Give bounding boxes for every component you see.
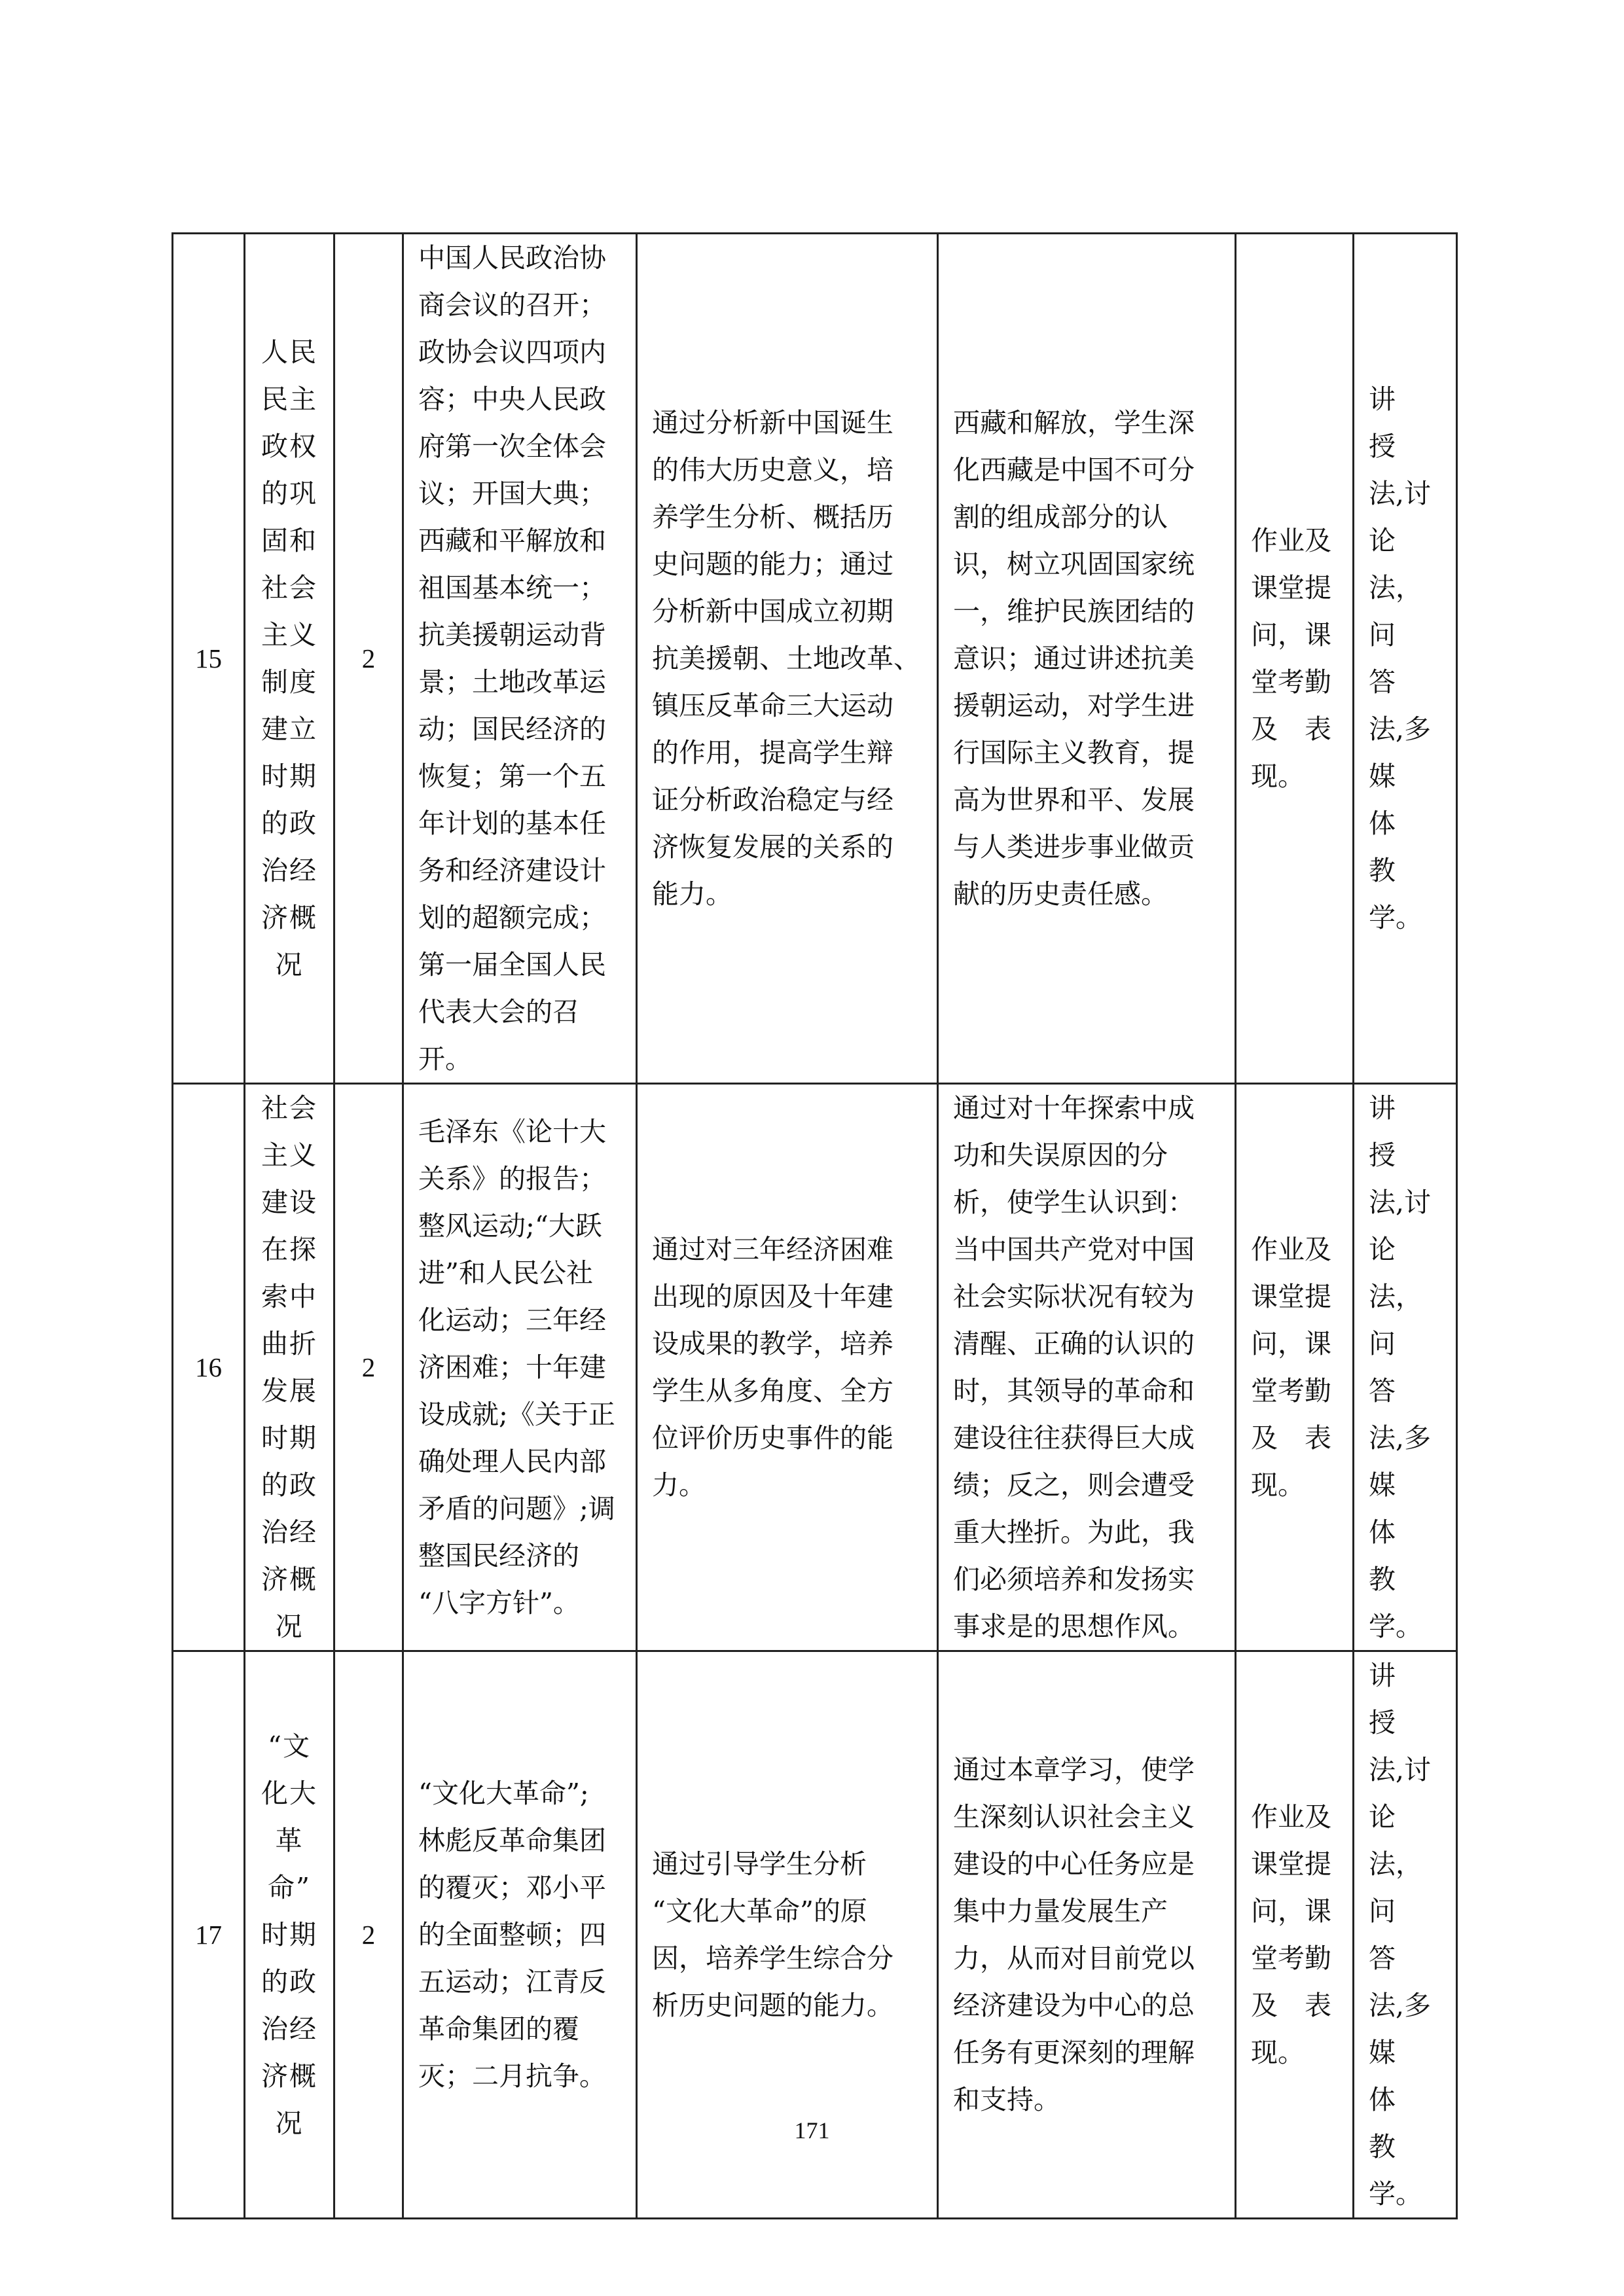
chapter-title: 人民 民主 政权 的巩 固和 社会 主义 制度 建立 时期 的政 治经 济概 况 [261, 336, 317, 980]
teaching-content: 中国人民政治协 商会议的召开； 政协会议四项内 容；中央人民政 府第一次全体会 议；开国大典； 西藏和平解放和 祖国基本统一； 抗美援朝运动背 景；土地改革运 动；国民经济的 恢复；第一个五 年计划的基本任 务和经济建设计 划的超额完成； 第一届全国人民 代表大会的召 开。 [418, 242, 606, 1075]
chapter-number-cell [173, 1084, 245, 1651]
teaching-content-cell [403, 1084, 637, 1651]
teaching-method-cell [1354, 234, 1457, 1084]
teaching-method-cell [1354, 1084, 1457, 1651]
page-number: 171 [794, 2117, 830, 2144]
ability-goal: 通过引导学生分析 “文化大革命”的原 因，培养学生综合分 析历史问题的能力。 [652, 1848, 893, 2021]
assessment-method: 作业及 课堂提 问，课 堂考勤 及 表 现。 [1251, 1801, 1331, 2068]
class-hours: 2 [361, 643, 376, 673]
education-goal: 通过对十年探索中成 功和失误原因的分 析，使学生认识到： 当中国共产党对中国 社会实际状况有较为 清醒、正确的认识的 时，其领导的革命和 建设往往获得巨大成 绩；反之，则会遭受 重大挫折。为此，我 们必须培养和发扬实 事求是的思想作风。 [953, 1092, 1195, 1642]
syllabus-table [171, 232, 1458, 2219]
assessment-method: 作业及 课堂提 问，课 堂考勤 及 表 现。 [1251, 1234, 1331, 1501]
teaching-content-cell [403, 234, 637, 1084]
chapter-title: “文 化大 革 命” 时期 的政 治经 济概 况 [261, 1731, 317, 2139]
class-hours: 2 [361, 1920, 376, 1950]
chapter-number: 16 [195, 1352, 222, 1382]
assessment-cell [1236, 234, 1354, 1084]
class-hours-cell [334, 1084, 403, 1651]
chapter-number: 15 [195, 643, 222, 673]
teaching-method: 讲 授 法,讨 论法， 问 答 法,多 媒 体 教学。 [1369, 384, 1432, 933]
chapter-title-cell [245, 1084, 334, 1651]
class-hours: 2 [361, 1352, 376, 1382]
assessment-method: 作业及 课堂提 问，课 堂考勤 及 表 现。 [1251, 525, 1331, 792]
ability-goal-cell [637, 1084, 938, 1651]
ability-goal: 通过分析新中国诞生 的伟大历史意义，培 养学生分析、概括历 史问题的能力；通过 分析新中国成立初期 抗美援朝、土地改革、 镇压反革命三大运动 的作用，提高学生辩 证分析政治稳定与经 济恢复发展的关系的 能力。 [652, 407, 920, 910]
education-goal-cell [938, 1084, 1236, 1651]
chapter-number-cell [173, 234, 245, 1084]
education-goal-cell [938, 234, 1236, 1084]
teaching-method: 讲 授 法,讨 论法， 问 答 法,多 媒 体 教学。 [1369, 1092, 1432, 1642]
education-goal: 通过本章学习，使学 生深刻认识社会主义 建设的中心任务应是 集中力量发展生产 力，从而对目前党以 经济建设为中心的总 任务有更深刻的理解 和支持。 [953, 1754, 1195, 2115]
education-goal: 西藏和解放，学生深 化西藏是中国不可分 割的组成部分的认 识，树立巩固国家统 一，维护民族团结的 意识；通过讲述抗美 援朝运动，对学生进 行国际主义教育，提 高为世界和平、发展 与人类进步事业做贡 献的历史责任感。 [953, 407, 1195, 910]
class-hours-cell [334, 234, 403, 1084]
chapter-title-cell [245, 234, 334, 1084]
ability-goal-cell [637, 234, 938, 1084]
teaching-content: 毛泽东《论十大 关系》的报告； 整风运动;“大跃 进”和人民公社 化运动；三年经 济困难；十年建 设成就;《关于正 确处理人民内部 矛盾的问题》;调 整国民经济的 “八字方针”。 [418, 1116, 615, 1619]
assessment-cell [1236, 1084, 1354, 1651]
ability-goal: 通过对三年经济困难 出现的原因及十年建 设成果的教学，培养 学生从多角度、全方 位评价历史事件的能 力。 [652, 1234, 893, 1501]
teaching-method: 讲 授 法,讨 论法， 问 答 法,多 媒 体 教学。 [1369, 1660, 1432, 2210]
table-row [173, 234, 1457, 1084]
table-row [173, 1084, 1457, 1651]
chapter-number: 17 [195, 1920, 222, 1950]
chapter-title: 社会 主义 建设 在探 索中 曲折 发展 时期 的政 治经 济概 况 [261, 1092, 317, 1642]
teaching-content: “文化大革命”; 林彪反革命集团 的覆灭；邓小平 的全面整顿；四 五运动；江青反 革命集团的覆 灭；二月抗争。 [418, 1778, 606, 2092]
